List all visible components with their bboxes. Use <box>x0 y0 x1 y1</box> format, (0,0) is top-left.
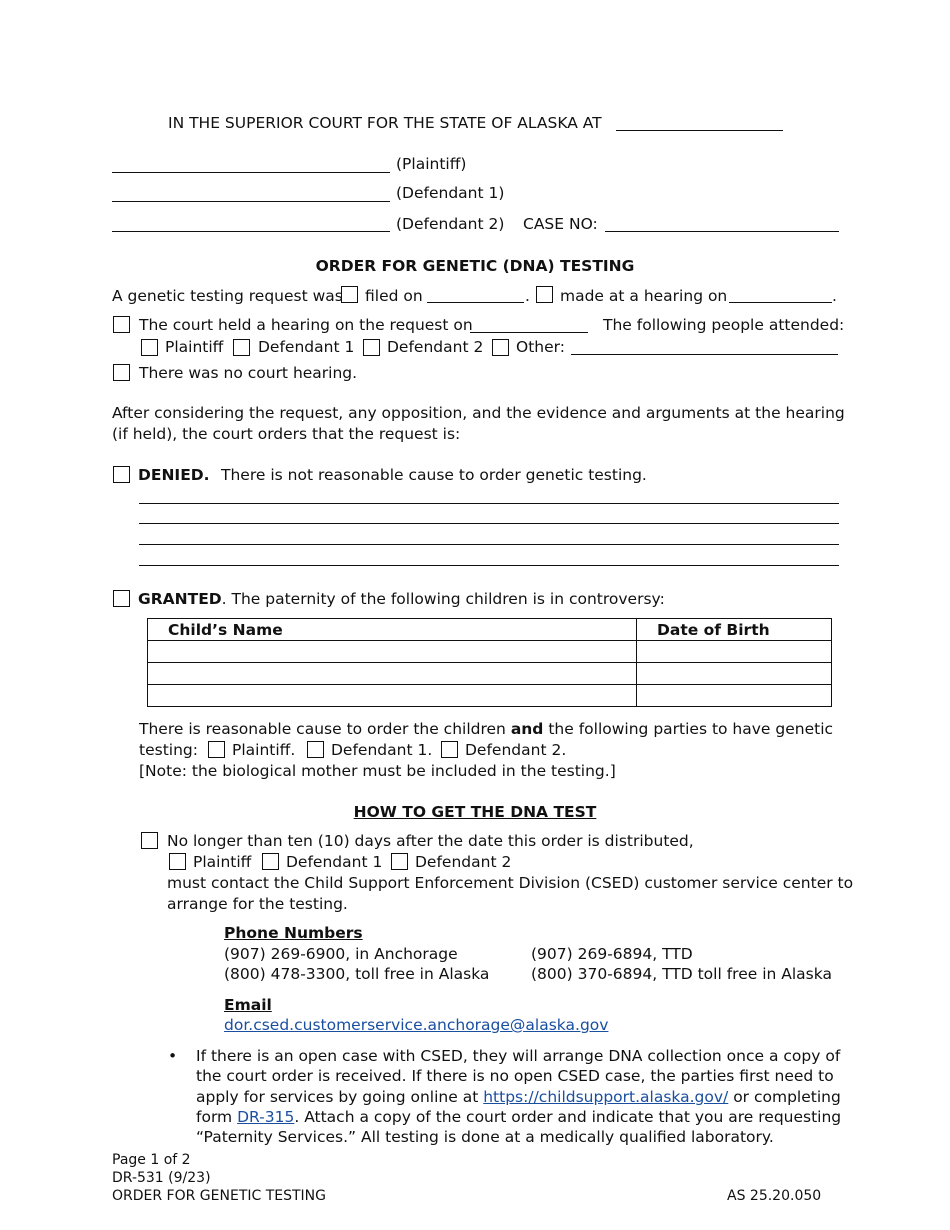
phone-heading: Phone Numbers <box>224 924 363 942</box>
date-of-birth-header: Date of Birth <box>637 619 832 641</box>
bullet-line-5: “Paternity Services.” All testing is done at a medically qualified laboratory. <box>196 1128 774 1146</box>
plaintiff-label: (Plaintiff) <box>396 155 467 173</box>
contact-defendant1-checkbox[interactable] <box>262 853 279 870</box>
footer-statute: AS 25.20.050 <box>727 1188 822 1204</box>
granted-checkbox[interactable] <box>113 590 130 607</box>
considering-line-1: After considering the request, any opposition, and the evidence and arguments at the hearing <box>112 404 845 422</box>
contact-line-1: must contact the Child Support Enforcement Division (CSED) customer service center to <box>167 874 854 892</box>
dr-315-link[interactable]: DR-315 <box>237 1108 295 1126</box>
hearing-held-checkbox[interactable] <box>113 316 130 333</box>
court-location-field[interactable] <box>616 130 783 131</box>
bullet-line-2: the court order is received. If there is no open CSED case, the parties first need to <box>196 1067 834 1085</box>
phone-toll-free: (800) 478-3300, toll free in Alaska <box>224 965 490 983</box>
email-link[interactable]: dor.csed.customerservice.anchorage@alaska.gov <box>224 1016 609 1034</box>
reasonable-cause-line <box>139 719 833 739</box>
filed-date-field[interactable] <box>427 302 524 303</box>
table-row <box>148 663 832 685</box>
denied-reason-line-1[interactable] <box>139 503 839 504</box>
phone-ttd: (907) 269-6894, TTD <box>531 945 693 963</box>
mother-note: [Note: the biological mother must be included in the testing.] <box>139 762 616 780</box>
granted-line <box>138 589 665 609</box>
request-prefix: A genetic testing request was <box>112 287 343 305</box>
child-name-cell[interactable] <box>148 641 637 663</box>
bullet-text: or completing <box>733 1088 841 1106</box>
period: . <box>525 287 530 305</box>
no-hearing-checkbox[interactable] <box>113 364 130 381</box>
bullet-line-4 <box>196 1107 841 1127</box>
contact-line-2: arrange for the testing. <box>167 895 348 913</box>
attended-other-checkbox[interactable] <box>492 339 509 356</box>
denied-label: DENIED. <box>138 466 210 484</box>
filed-on-label: filed on <box>365 287 423 305</box>
denied-checkbox[interactable] <box>113 466 130 483</box>
test-defendant1-checkbox[interactable] <box>307 741 324 758</box>
bullet-line-1: If there is an open case with CSED, they will arrange DNA collection once a copy of <box>196 1047 841 1065</box>
child-name-cell[interactable] <box>148 685 637 707</box>
bullet-text: apply for services by going online at <box>196 1088 479 1106</box>
contact-plaintiff-checkbox[interactable] <box>169 853 186 870</box>
document-title: ORDER FOR GENETIC (DNA) TESTING <box>315 257 635 275</box>
test-defendant2-checkbox[interactable] <box>441 741 458 758</box>
contact-defendant1-label: Defendant 1 <box>286 853 383 871</box>
attended-other-field[interactable] <box>571 354 838 355</box>
test-defendant2-label: Defendant 2. <box>465 741 567 759</box>
table-row <box>148 685 832 707</box>
case-no-label: CASE NO: <box>523 215 598 233</box>
reasonable-cause-text-c: the following parties to have genetic <box>548 720 834 738</box>
court-heading: IN THE SUPERIOR COURT FOR THE STATE OF ALASKA AT <box>168 114 602 132</box>
denied-text: There is not reasonable cause to order genetic testing. <box>221 466 647 484</box>
attended-defendant2-label: Defendant 2 <box>387 338 484 356</box>
considering-line-2: (if held), the court orders that the request is: <box>112 425 461 443</box>
denied-reason-line-3[interactable] <box>139 544 839 545</box>
test-plaintiff-label: Plaintiff. <box>232 741 296 759</box>
hearing-held-label: The court held a hearing on the request on <box>139 316 473 334</box>
email-link-wrap <box>224 1015 608 1035</box>
child-dob-cell[interactable] <box>637 685 832 707</box>
hearing-date-field[interactable] <box>470 332 588 333</box>
contact-defendant2-checkbox[interactable] <box>391 853 408 870</box>
bullet-line-3 <box>196 1087 841 1107</box>
case-no-field[interactable] <box>605 231 839 232</box>
testing-label: testing: <box>139 741 198 759</box>
contact-defendant2-label: Defendant 2 <box>415 853 512 871</box>
made-at-hearing-checkbox[interactable] <box>536 286 553 303</box>
attended-plaintiff-label: Plaintiff <box>165 338 224 356</box>
children-table <box>147 618 832 707</box>
deadline-text: No longer than ten (10) days after the date this order is distributed, <box>167 832 694 850</box>
child-name-header: Child’s Name <box>148 619 637 641</box>
no-hearing-label: There was no court hearing. <box>139 364 358 382</box>
granted-label: GRANTED <box>138 590 222 608</box>
defendant2-name-field[interactable] <box>112 231 390 232</box>
people-attended-label: The following people attended: <box>603 316 845 334</box>
reasonable-cause-text-a: There is reasonable cause to order the children <box>139 720 506 738</box>
phone-anchorage: (907) 269-6900, in Anchorage <box>224 945 458 963</box>
footer-form-title: ORDER FOR GENETIC TESTING <box>112 1188 327 1204</box>
attended-defendant1-label: Defendant 1 <box>258 338 355 356</box>
hearing-request-date-field[interactable] <box>729 302 832 303</box>
child-name-cell[interactable] <box>148 663 637 685</box>
email-heading: Email <box>224 996 272 1014</box>
how-to-heading: HOW TO GET THE DNA TEST <box>353 803 597 821</box>
childsupport-link[interactable]: https://childsupport.alaska.gov/ <box>483 1088 729 1106</box>
plaintiff-name-field[interactable] <box>112 172 390 173</box>
bullet-text: form <box>196 1108 233 1126</box>
attended-other-label: Other: <box>516 338 565 356</box>
filed-checkbox[interactable] <box>341 286 358 303</box>
child-dob-cell[interactable] <box>637 641 832 663</box>
attended-defendant1-checkbox[interactable] <box>233 339 250 356</box>
granted-text: . The paternity of the following children is in controversy: <box>221 590 665 608</box>
table-row <box>148 641 832 663</box>
made-at-hearing-label: made at a hearing on <box>560 287 728 305</box>
bullet-dot: • <box>168 1047 178 1065</box>
footer-page-number: Page 1 of 2 <box>112 1152 191 1168</box>
reasonable-cause-and: and <box>510 720 544 738</box>
deadline-checkbox[interactable] <box>141 832 158 849</box>
phone-ttd-toll-free: (800) 370-6894, TTD toll free in Alaska <box>531 965 832 983</box>
attended-plaintiff-checkbox[interactable] <box>141 339 158 356</box>
defendant1-label: (Defendant 1) <box>396 184 505 202</box>
contact-plaintiff-label: Plaintiff <box>193 853 252 871</box>
footer-form-number: DR-531 (9/23) <box>112 1170 211 1186</box>
test-defendant1-label: Defendant 1. <box>331 741 433 759</box>
bullet-text: . Attach a copy of the court order and indicate that you are requesting <box>294 1108 842 1126</box>
attended-defendant2-checkbox[interactable] <box>363 339 380 356</box>
table-header-row <box>148 619 832 641</box>
period: . <box>832 287 837 305</box>
defendant2-label: (Defendant 2) <box>396 215 505 233</box>
test-plaintiff-checkbox[interactable] <box>208 741 225 758</box>
child-dob-cell[interactable] <box>637 663 832 685</box>
denied-reason-line-2[interactable] <box>139 523 839 524</box>
denied-reason-line-4[interactable] <box>139 565 839 566</box>
defendant1-name-field[interactable] <box>112 201 390 202</box>
